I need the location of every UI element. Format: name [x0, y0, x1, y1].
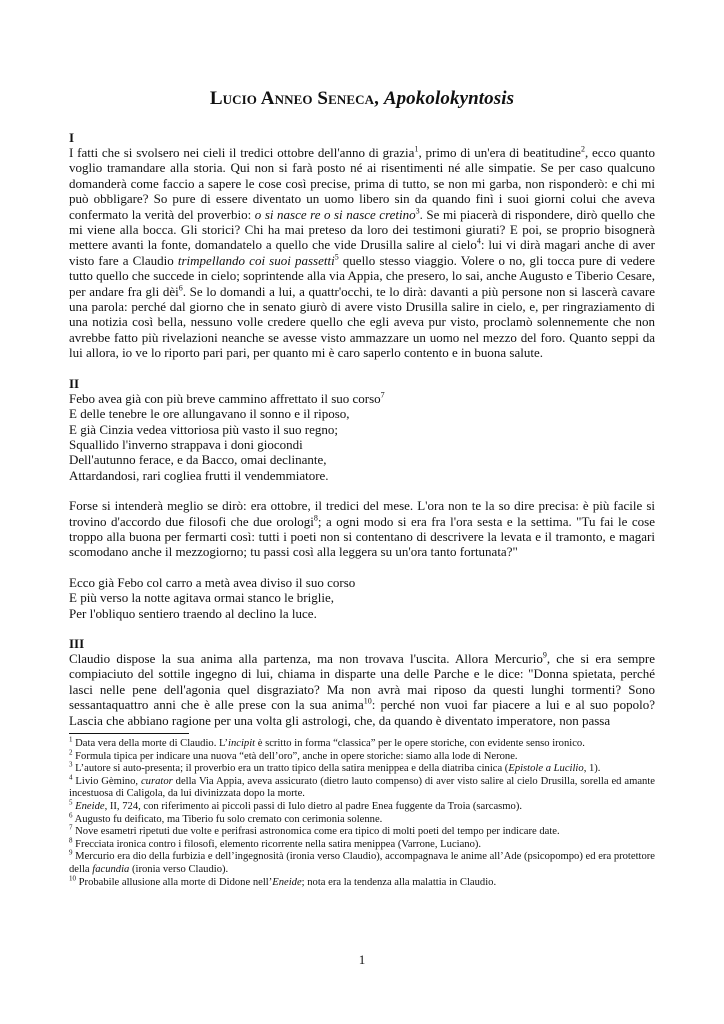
footnote-ref-5: 5 — [334, 252, 339, 262]
footnote: $^8$ Frecciata ironica contro i filosofi, elemento ricorrente nella satira menippea (Varrone, Luciano). — [69, 836, 482, 850]
section-heading-1: I — [69, 130, 75, 145]
verse-block-2 — [69, 575, 655, 621]
verse-line: Per l'obliquo sentiero traendo al declino la luce. — [69, 605, 317, 621]
paragraph-2: Forse si intenderà meglio se dirò: era ottobre, il tredici del mese. L'ora non te la so dire precisa: è più facile si trovino d'accordo due filosofi che due orologi$^8$; a ogni modo si era fra l'ora sesta e la settima. "Tu fai le cose troppo alla buona per fermarti così: tutti i poeti non si contentano di descrivere la levata e il tramonto, e magari scomodano anche il mezzogiorno; tu passi così alla leggera su un'ora tanto fortunata?" — [69, 498, 655, 560]
footnote: $^9$ Mercurio era dio della furbizia e dell’ingegnosità (ironia verso Claudio), accompagnava le anime all’Ade (psicopompo) ed era protettore della facundia (ironia verso Claudio). — [69, 848, 655, 875]
footnote-ref-9: 9 — [542, 650, 547, 660]
verse-line: E più verso la notte agitava ormai stanco le briglie, — [69, 590, 334, 606]
footnotes — [69, 735, 655, 889]
title-author: Lucio Anneo Seneca — [209, 88, 375, 109]
verse-line: E delle tenebre le ore allungavano il sonno e il riposo, — [69, 406, 350, 422]
footnote-ref-3: 3 — [415, 206, 420, 216]
verse-line: Squallido l'inverno strappava i doni giocondi — [69, 436, 303, 452]
footnote-ref-10: 10 — [363, 696, 372, 706]
verse-line: Dell'autunno ferace, e da Bacco, omai declinante, — [69, 452, 327, 468]
footnote-ref-4: 4 — [476, 237, 481, 247]
footnote: $^7$ Nove esametri ripetuti due volte e perifrasi astronomica come era tipico di molti poeti del tempo per indicare date. — [69, 823, 560, 838]
page-number: 1 — [358, 952, 366, 967]
title-separator: , — [374, 88, 384, 109]
footnote-ref-1: 1 — [414, 144, 419, 154]
footnote: $^4$ Livio Gèmino, curator della Via Appia, aveva assicurato (dietro lauto compenso) di aver visto salire al cielo Drusilla, sorella ed amante incestuosa di Caligola, da lui divinizzata dopo la morte. — [69, 773, 655, 800]
verse-line: E già Cinzia vedea vittoriosa più vasto il suo regno; — [69, 421, 338, 437]
paragraph-3: Claudio dispose la sua anima alla partenza, ma non trovava l'uscita. Allora Mercurio$^9$, che si era sempre compiaciuto del sottile ingegno di lui, chiama in disparte una delle Parche e le dice: "Donna spietata, perché lasci nelle pene dell'agonia quel disgraziato? Ma non avrà mai riposo da questi lunghi tormenti? Sono sessantaquattro anni che è alle prese con la sua anima$^{10}$: perché non vuoi far piacere a lui e al suo popolo? Lascia che abbiano ragione per una volta gli astrologi, che, da quando è diventato imperatore, non passa — [69, 650, 655, 728]
footnote-ref-6: 6 — [178, 283, 183, 293]
footnote: $^2$ Formula tipica per indicare una nuova “età dell’oro”, anche in opere storiche: siamo alla lode di Nerone. — [69, 748, 518, 762]
footnote: $^5$ Eneide, II, 724, con riferimento ai piccoli passi di Iulo dietro al padre Enea fuggente da Troia (sarcasmo). — [69, 798, 523, 812]
document-page — [69, 88, 655, 889]
paragraph-1: I fatti che si svolsero nei cieli il tredici ottobre dell'anno di grazia$^1$, primo di un'era di beatitudine$^2$, ecco quanto voglio tramandare alla storia. Qui non si farà posto né ai risentimenti né alle simpatie. Se per caso qualcuno domanderà come faccio a sapere le cose così precise, prima di tutto, se non mi garba, non risponderò: e chi mi può obbligare? So pure di essere diventato un uomo libero sin da quando finì i suoi giorni colui che aveva confermato la verità del proverbio: o si nasce re o si nasce cretino$^3$. Se mi piacerà di rispondere, dirò quello che mi viene alla bocca. Gli storici? Chi ha mai preteso da loro dei testimoni giurati? E poi, se proprio bisognerà mettere avanti la fonte, domandatelo a quello che vide Drusilla salire al cielo$^4$: lui vi dirà magari anche di aver visto fare a Claudio trimpellando coi suoi passetti$^5$ quello stesso viaggio. Volere o no, gli tocca pure di vedere tutto quello che succede in cielo; soprintende alla via Appia, che presero, lo sai, anche Augusto e Tiberio Cesare, per andare fra gli dèi$^6$. Se lo domandi a lui, a quattr'occhi, te lo dirà: davanti a più persone non si lascerà cavare una parola: perché dal giorno che in senato giurò di avere visto Drusilla salire in cielo, e, per ringraziamento di una notizia così bella, nessuno volle credere quello che egli aveva pur visto, proclamò solennemente che non avrebbe fatto più rivelazioni neanche se avesse visto ammazzare un uomo nel mezzo del foro. Quanto seppi da lui allora, io ve lo riporto pari pari, per quanto mi è caro saperlo contento e in buona salute. — [69, 144, 656, 361]
title-work: Apokolokyntosis — [383, 88, 515, 109]
document-title — [69, 88, 655, 110]
footnote-ref-7: 7 — [380, 390, 385, 400]
verse-block-1 — [69, 391, 655, 483]
footnote: $^{10}$ Probabile allusione alla morte di Didone nell’Eneide; nota era la tendenza alla malattia in Claudio. — [69, 874, 497, 888]
section-heading-2: II — [69, 375, 80, 391]
section-heading-3: III — [69, 635, 85, 651]
footnote: $^6$ Augusto fu deificato, ma Tiberio fu solo cremato con cerimonia solenne. — [69, 811, 383, 825]
footnote: $^1$ Data vera della morte di Claudio. L’incipit è scritto in forma “classica” per le opere storiche, con evidente senso ironico. — [69, 735, 585, 749]
footnote-separator — [69, 733, 189, 734]
footnote-ref-2: 2 — [580, 144, 585, 154]
footnote: $^3$ L’autore si auto-presenta; il proverbio era un tratto tipico della satira menippea e della diatriba cinica (Epistole a Lucilio, 1). — [69, 760, 601, 775]
verse-line: Attardandosi, rari cogliea frutti il vendemmiatore. — [69, 467, 329, 483]
verse-line: Ecco già Febo col carro a metà avea diviso il suo corso — [69, 574, 356, 590]
footnote-ref-8: 8 — [313, 513, 318, 523]
verse-line: Febo avea già con più breve cammino affrettato il suo corso$^7$ — [69, 390, 385, 406]
